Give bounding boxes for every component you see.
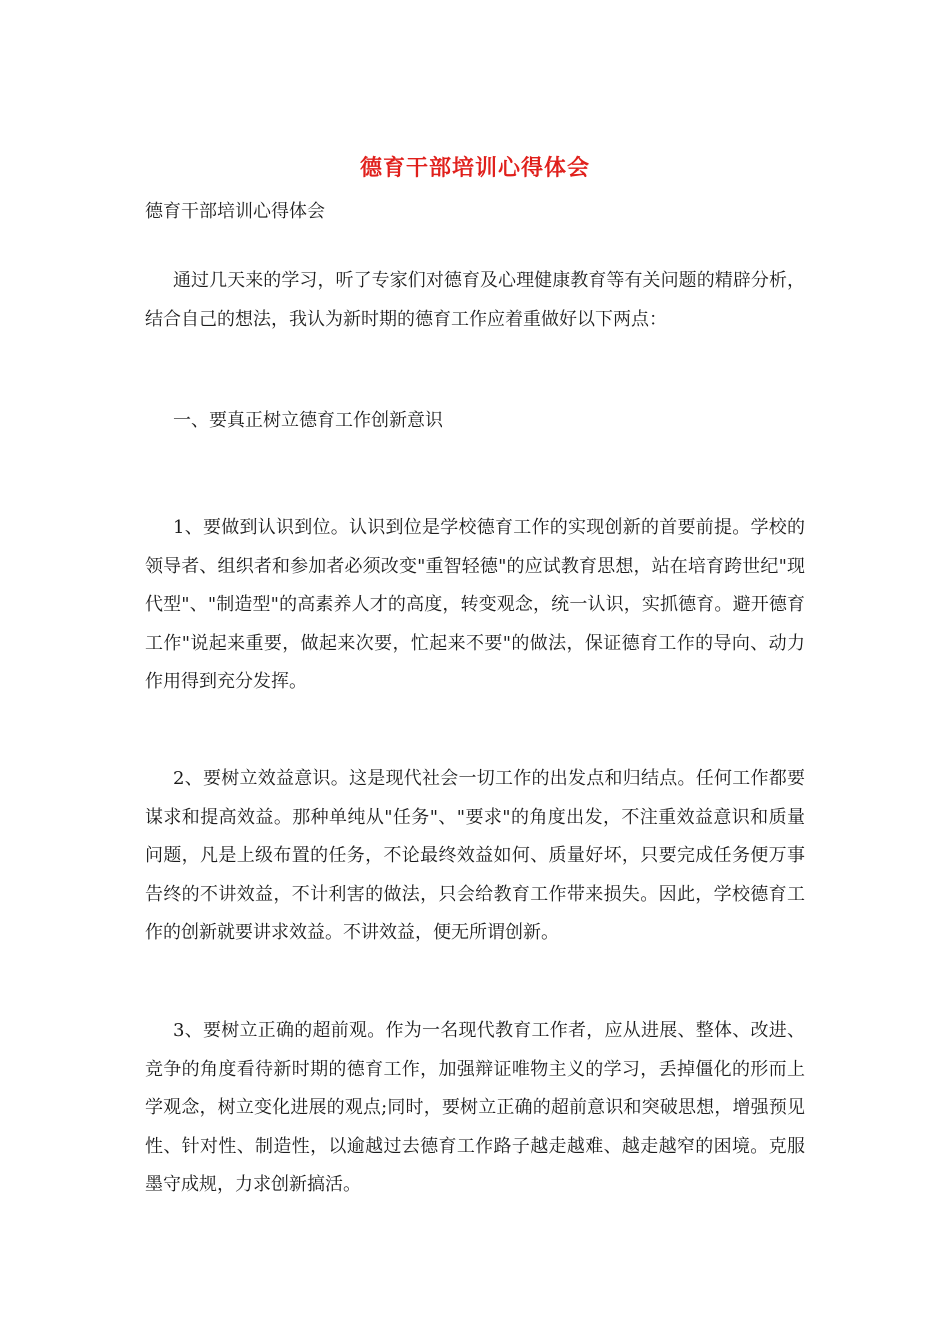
point-3-paragraph: 3、要树立正确的超前观。作为一名现代教育工作者，应从进展、整体、改进、竞争的角度看待新时期的德育工作，加强辩证唯物主义的学习，丢掉僵化的形而上学观念，树立变化进展的观点;同时，要树立正确的超前意识和突破思想，增强预见性、针对性、制造性，以逾越过去德育工作路子越走越难、越走越窄的困境。克服墨守成规，力求创新搞活。 (145, 1020, 805, 1195)
point-1-paragraph: 1、要做到认识到位。认识到位是学校德育工作的实现创新的首要前提。学校的领导者、组织者和参加者必须改变"重智轻德"的应试教育思想，站在培育跨世纪"现代型"、"制造型"的高素养人才的高度，转变观念，统一认识，实抓德育。避开德育工作"说起来重要，做起来次要，忙起来不要"的做法，保证德育工作的导向、动力作用得到充分发挥。 (145, 517, 805, 692)
point-2-paragraph: 2、要树立效益意识。这是现代社会一切工作的出发点和归结点。任何工作都要谋求和提高效益。那种单纯从"任务"、"要求"的角度出发，不注重效益意识和质量问题，凡是上级布置的任务，不论最终效益如何、质量好坏，只要完成任务便万事告终的不讲效益，不计利害的做法，只会给教育工作带来损失。因此，学校德育工作的创新就要讲求效益。不讲效益，便无所谓创新。 (145, 768, 805, 943)
intro-paragraph: 通过几天来的学习，听了专家们对德育及心理健康教育等有关问题的精辟分析，结合自己的想法，我认为新时期的德育工作应着重做好以下两点： (145, 270, 805, 330)
document-title: 德育干部培训心得体会 (359, 155, 590, 181)
section-heading-1: 一、要真正树立德育工作创新意识 (173, 410, 443, 431)
document-subtitle: 德育干部培训心得体会 (145, 201, 325, 222)
